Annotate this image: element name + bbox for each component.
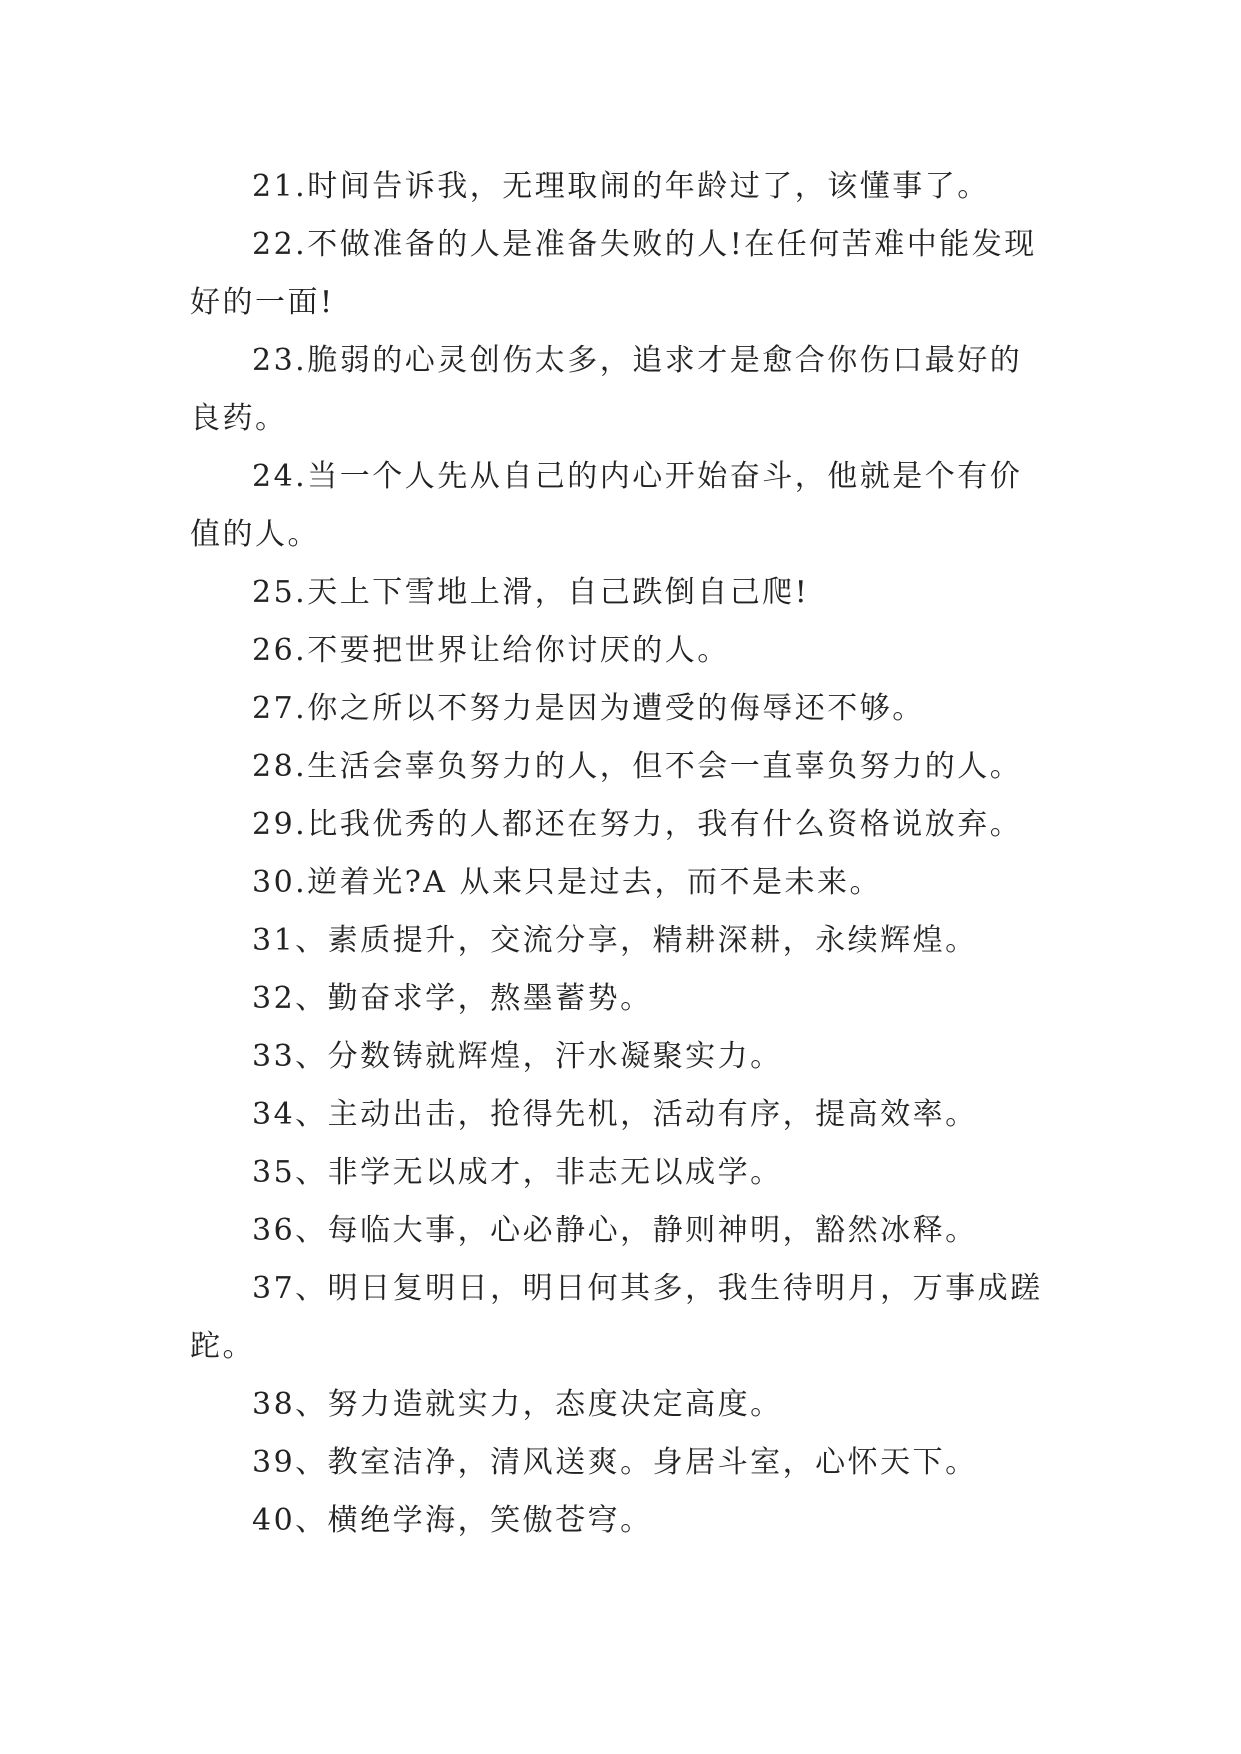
paragraph-27: 27.你之所以不努力是因为遭受的侮辱还不够。 [252,691,925,726]
paragraph-37: 37、明日复明日，明日何其多，我生待明月，万事成蹉跎。 [190,1271,1043,1364]
paragraph-39: 39、教室洁净，清风送爽。身居斗室，心怀天下。 [252,1445,978,1480]
paragraph-40: 40、横绝学海，笑傲苍穹。 [252,1503,653,1538]
paragraph-25: 25.天上下雪地上滑，自己跌倒自己爬! [252,575,810,610]
paragraph-32: 32、勤奋求学，熬墨蓄势。 [252,981,653,1016]
paragraph-28: 28.生活会辜负努力的人，但不会一直辜负努力的人。 [252,749,1023,784]
paragraph-31: 31、素质提升，交流分享，精耕深耕，永续辉煌。 [252,923,978,958]
paragraph-35: 35、非学无以成才，非志无以成学。 [252,1155,783,1190]
paragraph-26: 26.不要把世界让给你讨厌的人。 [252,633,730,668]
paragraph-21: 21.时间告诉我，无理取闹的年龄过了，该懂事了。 [252,169,990,204]
paragraph-22: 22.不做准备的人是准备失败的人!在任何苦难中能发现好的一面! [190,227,1037,320]
paragraph-36: 36、每临大事，心必静心，静则神明，豁然冰释。 [252,1213,978,1248]
paragraph-33: 33、分数铸就辉煌，汗水凝聚实力。 [252,1039,783,1074]
document-body [190,158,1052,1550]
paragraph-29: 29.比我优秀的人都还在努力，我有什么资格说放弃。 [252,807,1023,842]
paragraph-34: 34、主动出击，抢得先机，活动有序，提高效率。 [252,1097,978,1132]
paragraph-23: 23.脆弱的心灵创伤太多，追求才是愈合你伤口最好的良药。 [190,343,1023,436]
paragraph-30: 30.逆着光?A 从来只是过去，而不是未来。 [252,865,882,900]
paragraph-24: 24.当一个人先从自己的内心开始奋斗，他就是个有价值的人。 [190,459,1023,552]
paragraph-38: 38、努力造就实力，态度决定高度。 [252,1387,783,1422]
